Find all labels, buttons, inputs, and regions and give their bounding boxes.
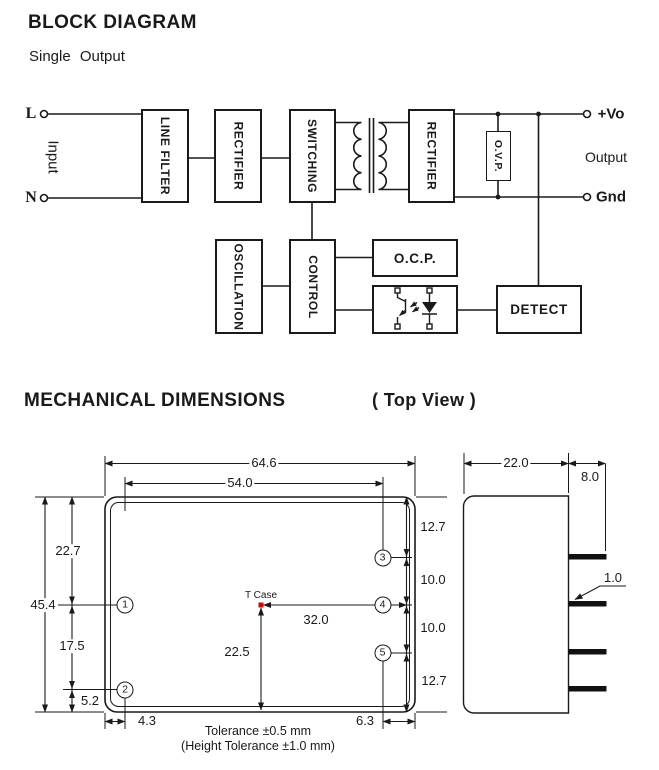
ocp-label: O.C.P. — [393, 250, 437, 266]
block-diagram-subtitle: Single Output — [29, 48, 125, 65]
dim-pin-length: 8.0 — [580, 469, 600, 485]
dim-right-top: 12.7 — [420, 519, 446, 535]
terminal-l-circle — [41, 111, 48, 118]
pin-3-marker — [374, 549, 391, 566]
dim-left-mid: 17.5 — [59, 638, 85, 654]
terminal-n-circle — [41, 195, 48, 202]
dim-pin-span: 54.0 — [227, 475, 253, 491]
height-tolerance-note: (Height Tolerance ±1.0 mm) — [181, 739, 335, 753]
output-rectifier-box — [408, 109, 455, 203]
dim-right-bot: 12.7 — [421, 673, 447, 689]
dim-left-total: 45.4 — [30, 597, 56, 613]
dim-left-top: 22.7 — [55, 543, 81, 559]
dim-pin-thickness: 1.0 — [603, 570, 623, 586]
tcase-dot — [259, 603, 264, 608]
oscillation-label: OSCILLATION — [232, 242, 247, 331]
output-rectifier-label: RECTIFIER — [424, 121, 439, 191]
vo-label: +Vo — [597, 105, 625, 123]
mechanical-title: MECHANICAL DIMENSIONS — [24, 390, 286, 411]
dim-bottom-right: 6.3 — [355, 713, 375, 729]
terminal-vo-circle — [584, 111, 591, 118]
pin-2-number: 2 — [122, 683, 128, 696]
switching-box — [289, 109, 336, 203]
dim-tcase-x: 32.0 — [303, 612, 329, 628]
line-filter-box — [141, 109, 189, 203]
ovp-label: O.V.P. — [492, 139, 505, 173]
terminal-gnd-circle — [584, 194, 591, 201]
pin-1-marker — [117, 597, 134, 614]
input-label: Input — [44, 140, 62, 174]
mechanical-view-label: ( Top View ) — [372, 390, 477, 410]
pin-3-number: 3 — [379, 551, 386, 564]
detect-box — [496, 285, 582, 334]
terminal-l-label: L — [25, 105, 37, 122]
input-rectifier-label: RECTIFIER — [231, 121, 246, 191]
dim-right-mid1: 10.0 — [420, 572, 446, 588]
dim-bottom-left: 4.3 — [137, 713, 157, 729]
control-label: CONTROL — [305, 254, 320, 319]
switching-label: SWITCHING — [305, 118, 320, 194]
oscillation-box — [215, 239, 263, 334]
dim-left-bot: 5.2 — [80, 693, 100, 709]
pin-4-number: 4 — [379, 598, 386, 611]
block-diagram-title: BLOCK DIAGRAM — [28, 12, 197, 33]
tolerance-note: Tolerance ±0.5 mm — [204, 724, 312, 738]
ovp-box — [486, 131, 511, 181]
output-label: Output — [584, 149, 628, 165]
dim-side-width: 22.0 — [503, 455, 529, 471]
gnd-label: Gnd — [596, 188, 626, 206]
transformer-core — [370, 118, 374, 193]
optocoupler-box — [372, 285, 458, 334]
ocp-box — [372, 239, 458, 277]
side-view-pins — [569, 554, 607, 692]
transformer-primary-coil — [334, 123, 362, 190]
side-view-case — [464, 496, 569, 713]
pin-5-number: 5 — [379, 646, 386, 659]
tcase-label: T Case — [244, 589, 278, 601]
pin-2-marker — [117, 681, 134, 698]
input-rectifier-box — [214, 109, 262, 203]
pin-5-marker — [374, 645, 391, 662]
dim-outer-width: 64.6 — [251, 455, 277, 471]
dim-right-mid2: 10.0 — [420, 620, 446, 636]
line-filter-label: LINE FILTER — [158, 116, 172, 196]
terminal-n-label: N — [25, 189, 37, 206]
detect-label: DETECT — [510, 302, 568, 317]
control-box — [289, 239, 336, 334]
transformer-secondary-coil — [379, 123, 409, 190]
pin-1-number: 1 — [122, 598, 128, 611]
dim-tcase-y: 22.5 — [224, 644, 250, 660]
pin-4-marker — [374, 597, 391, 614]
